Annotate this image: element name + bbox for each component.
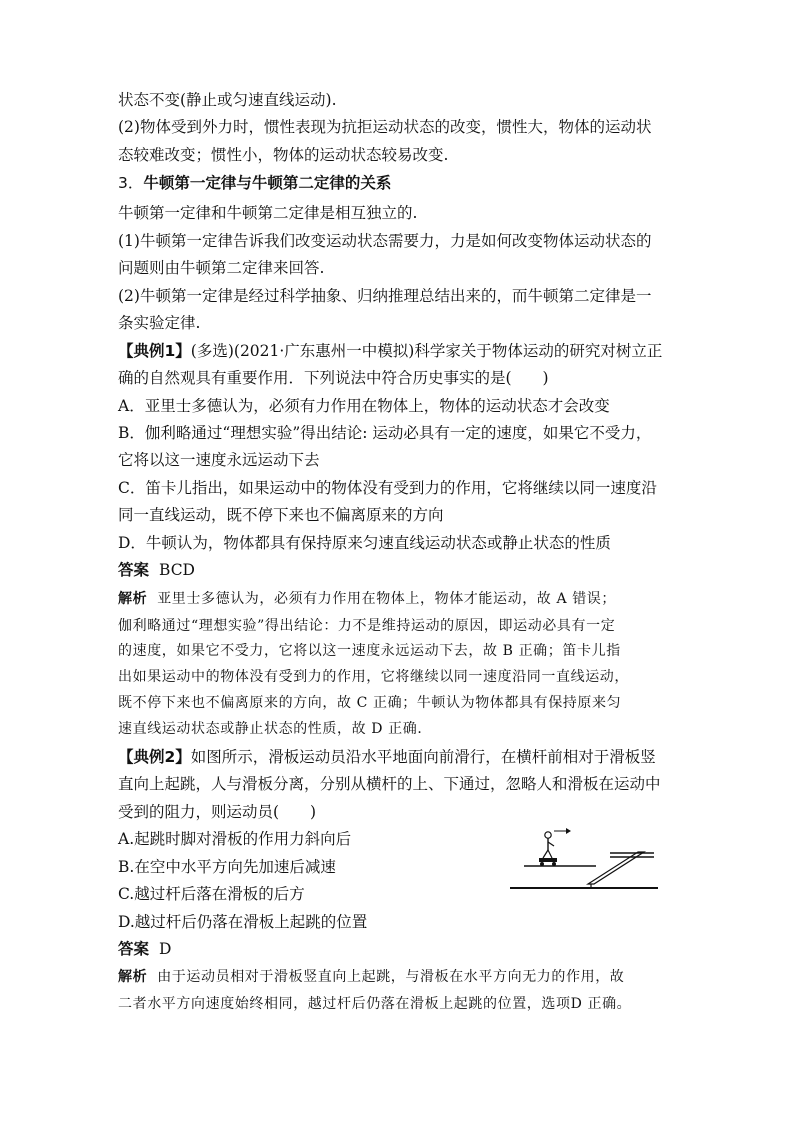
example1-option-d: D．牛顿认为，物体都具有保持原来匀速直线运动状态或静止状态的性质 [118, 534, 611, 552]
example1-heading: 【典例1】(多选)(2021·广东惠州一中模拟)科学家关于物体运动的研究对树立正 [118, 342, 663, 360]
crossbar-icon [588, 852, 654, 888]
motion-arrow-icon [554, 828, 571, 834]
example2-answer: 答案 D [118, 940, 172, 958]
example1-tag: 【典例1】 [118, 342, 191, 360]
example2-stem-2: 直向上起跳，人与滑板分离，分别从横杆的上、下通过，忽略人和滑板在运动中 [118, 775, 661, 793]
example2-solution-2: 二者水平方向速度始终相同，越过杆后仍落在滑板上起跳的位置，选项D 正确。 [118, 996, 632, 1012]
example1-option-b-2: 它将以这一速度永远运动下去 [118, 451, 320, 469]
example1-option-c-2: 同一直线运动，既不停下来也不偏离原来的方向 [118, 506, 444, 524]
example1-option-b-1: B．伽利略通过“理想实验”得出结论: 运动必具有一定的速度，如果它不受力， [118, 424, 652, 442]
example2-option-d: D.越过杆后仍落在滑板上起跳的位置 [118, 913, 368, 931]
text-line-6: 问题则由牛顿第二定律来回答. [118, 259, 325, 277]
text-line-3: 态较难改变；惯性小，物体的运动状态较易改变. [118, 146, 449, 164]
example2-heading: 【典例2】如图所示，滑板运动员沿水平地面向前滑行，在横杆前相对于滑板竖 [118, 748, 656, 766]
example1-option-c-1: C．笛卡儿指出，如果运动中的物体没有受到力的作用，它将继续以同一速度沿 [118, 479, 657, 497]
example2-tag: 【典例2】 [118, 748, 191, 766]
example1-option-a: A．亚里士多德认为，必须有力作用在物体上，物体的运动状态才会改变 [118, 397, 610, 415]
example1-solution-5: 既不停下来也不偏离原来的方向，故 C 正确；牛顿认为物体都具有保持原来匀 [118, 695, 622, 711]
text-line-2: (2)物体受到外力时，惯性表现为抗拒运动状态的改变，惯性大，物体的运动状 [118, 118, 652, 136]
skater-icon [539, 832, 557, 866]
text-line-8: 条实验定律. [118, 314, 201, 332]
example2-stem-3: 受到的阻力，则运动员( ) [118, 803, 317, 821]
example1-solution-1: 解析 亚里士多德认为，必须有力作用在物体上，物体才能运动，故 A 错误； [118, 591, 617, 607]
example2-option-b: B.在空中水平方向先加速后减速 [118, 858, 336, 876]
example2-solution-1: 解析 由于运动员相对于滑板竖直向上起跳，与滑板在水平方向无力的作用，故 [118, 969, 625, 985]
text-line-4: 牛顿第一定律和牛顿第二定律是相互独立的. [118, 204, 418, 222]
section-heading: 3．牛顿第一定律与牛顿第二定律的关系 [118, 174, 392, 192]
skateboard-figure [508, 826, 660, 896]
example1-solution-3: 的速度，如果它不受力，它将以这一速度永远运动下去，故 B 正确；笛卡儿指 [118, 643, 621, 659]
text-line-1: 状态不变(静止或匀速直线运动). [118, 91, 337, 109]
example2-option-c: C.越过杆后落在滑板的后方 [118, 885, 305, 903]
text-line-7: (2)牛顿第一定律是经过科学抽象、归纳推理总结出来的，而牛顿第二定律是一 [118, 287, 652, 305]
example2-option-a: A.起跳时脚对滑板的作用力斜向后 [118, 830, 352, 848]
example1-answer: 答案 BCD [118, 561, 195, 579]
example1-stem-2: 确的自然观具有重要作用．下列说法中符合历史事实的是( ) [118, 369, 549, 387]
text-line-5: (1)牛顿第一定律告诉我们改变运动状态需要力，力是如何改变物体运动状态的 [118, 232, 652, 250]
example1-solution-4: 出如果运动中的物体没有受到力的作用，它将继续以同一速度沿同一直线运动， [118, 669, 629, 685]
example1-solution-6: 速直线运动状态或静止状态的性质，故 D 正确． [118, 721, 432, 737]
example1-solution-2: 伽利略通过“理想实验”得出结论：力不是维持运动的原因，即运动必具有一定 [118, 618, 616, 634]
